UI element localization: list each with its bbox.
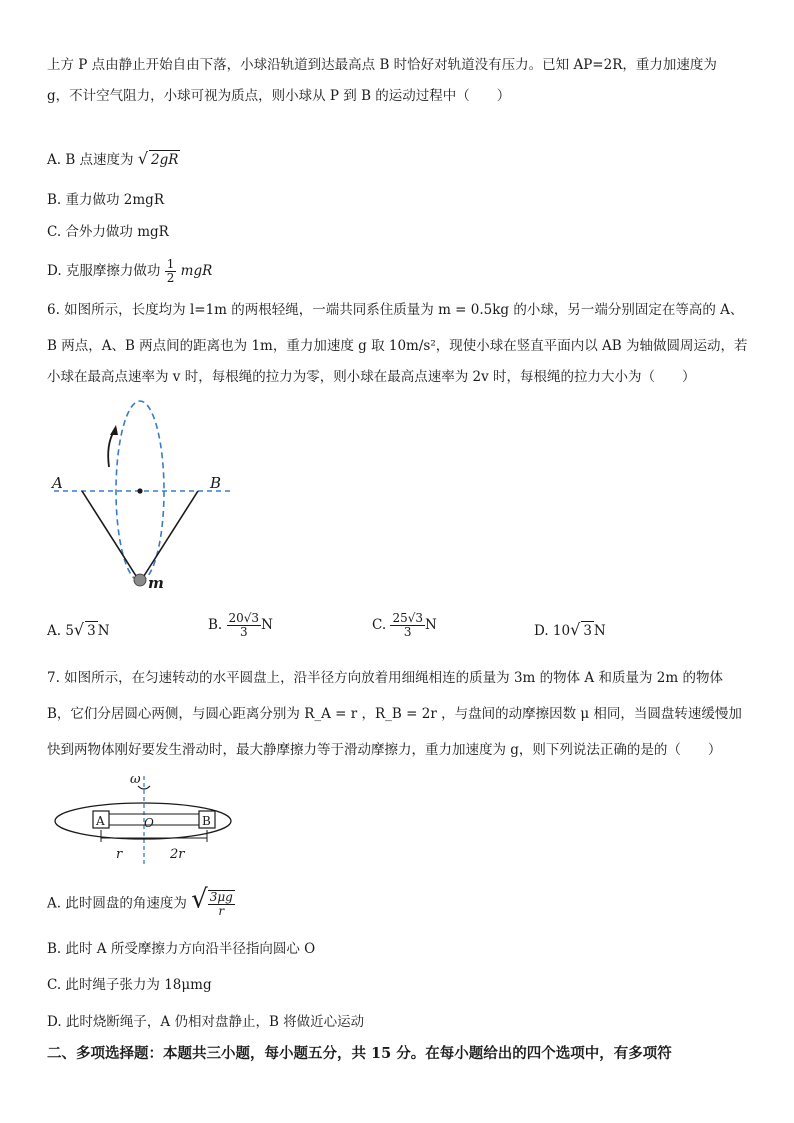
q6-option-c-unit: N (425, 617, 437, 633)
fig-label-m: m (148, 574, 164, 592)
q5-option-d-expr: mgR (180, 263, 213, 279)
q6-option-d-unit: N (593, 623, 606, 639)
fraction-denominator: 2 (166, 271, 175, 285)
q7-option-a-label: A. 此时圆盘的角速度为 (47, 895, 187, 912)
q6-option-b-unit: N (261, 617, 273, 633)
fig-label-b: B (202, 814, 211, 828)
q6-option-b (208, 612, 273, 639)
q6-option-d-root: 3 (583, 623, 592, 639)
q6-option-a-root: 3 (87, 623, 96, 639)
q7-stem-line2: B，它们分居圆心两侧，与圆心距离分别为 R_A = r ，R_B = 2r ，与盘间的动摩擦因数 μ 相同，当圆盘转速缓慢加 (47, 706, 742, 722)
fraction-denominator: 3 (403, 625, 412, 639)
center-dot (137, 488, 142, 493)
fig-label-a: A (52, 474, 63, 492)
q7-option-c: C. 此时绳子张力为 18μmg (47, 977, 212, 993)
q7-stem-line3: 快到两物体刚好要发生滑动时，最大静摩擦力等于滑动摩擦力，重力加速度为 g，则下列说法正确的是的（ ） (47, 742, 722, 758)
sqrt-symbol: √ (570, 620, 581, 639)
q7-stem-line1: 7. 如图所示，在匀速转动的水平圆盘上，沿半径方向放着用细绳相连的质量为 3m 的物体 A 和质量为 2m 的物体 (47, 670, 723, 686)
fraction-numerator: 3μg (209, 890, 233, 904)
fig-label-2r: 2r (170, 847, 185, 862)
ball (134, 574, 146, 586)
q6-option-c-label: C. (372, 617, 387, 633)
q6-stem-line1: 6. 如图所示，长度均为 l=1m 的两根轻绳，一端共同系住质量为 m = 0.5kg 的小球，另一端分别固定在等高的 A、 (47, 302, 744, 318)
q6-option-a-unit: N (97, 623, 110, 639)
q5-option-a-label: A. B 点速度为 (47, 152, 134, 168)
rotation-arrowhead (110, 425, 118, 435)
fraction-numerator: 20√3 (228, 611, 260, 625)
rope-a (82, 491, 138, 579)
q7-figure (50, 768, 240, 868)
q5-option-b: B. 重力做功 2mgR (47, 192, 164, 208)
q7-option-a (47, 884, 235, 918)
q6-option-a-label: A. 5 (47, 623, 74, 639)
sqrt-symbol: √ (137, 149, 149, 168)
q5-option-d-label: D. 克服摩擦力做功 (47, 263, 161, 279)
q7-option-d: D. 此时烧断绳子，A 仍相对盘静止，B 将做近心运动 (47, 1014, 365, 1030)
fig-label-r: r (116, 847, 123, 862)
q6-stem-line2: B 两点，A、B 两点间的距离也为 1m，重力加速度 g 取 10m/s²，现使小球在竖直平面内以 AB 为轴做圆周运动，若 (47, 338, 748, 354)
rotation-arrow (108, 431, 114, 467)
q6-option-c-fraction (390, 612, 425, 639)
q6-option-a (47, 621, 110, 640)
fig-label-b: B (210, 474, 222, 492)
rope-b (142, 491, 198, 579)
fraction-numerator: 25√3 (392, 611, 423, 625)
q5-option-d (47, 258, 212, 285)
q6-option-d (534, 621, 606, 640)
q6-option-c (372, 612, 437, 639)
q6-option-b-fraction (227, 612, 262, 639)
q6-stem-line3: 小球在最高点速率为 v 时，每根绳的拉力为零，则小球在最高点速率为 2v 时，每根绳的拉力大小为（ ） (47, 369, 696, 385)
q6-figure (40, 395, 250, 595)
fraction-denominator: r (218, 904, 225, 918)
q5-option-d-fraction (165, 258, 177, 285)
q5-stem-line1: 上方 P 点由静止开始自由下落，小球沿轨道到达最高点 B 时恰好对轨道没有压力。已知 AP=2R，重力加速度为 (47, 57, 717, 73)
sqrt-symbol: √ (191, 884, 208, 915)
sqrt-symbol: √ (73, 620, 85, 639)
q7-option-a-fraction (208, 890, 235, 918)
q5-option-a (47, 150, 180, 169)
q5-stem-line2: g，不计空气阻力，小球可视为质点，则小球从 P 到 B 的运动过程中（ ） (47, 88, 511, 104)
q5-option-a-expr: 2gR (151, 152, 179, 168)
q5-option-c: C. 合外力做功 mgR (47, 224, 169, 240)
q6-option-b-label: B. (208, 617, 223, 633)
fig-label-o: O (144, 816, 154, 830)
section-2-heading: 二、多项选择题：本题共三小题，每小题五分，共 15 分。在每小题给出的四个选项中，有多项符 (47, 1045, 672, 1062)
q6-option-d-label: D. 10 (534, 623, 571, 639)
q7-option-b: B. 此时 A 所受摩擦力方向沿半径指向圆心 O (47, 941, 316, 957)
fig-omega: ω (130, 772, 141, 787)
fig-label-a: A (96, 814, 105, 828)
fraction-denominator: 3 (239, 625, 248, 639)
fraction-numerator: 1 (166, 257, 175, 271)
